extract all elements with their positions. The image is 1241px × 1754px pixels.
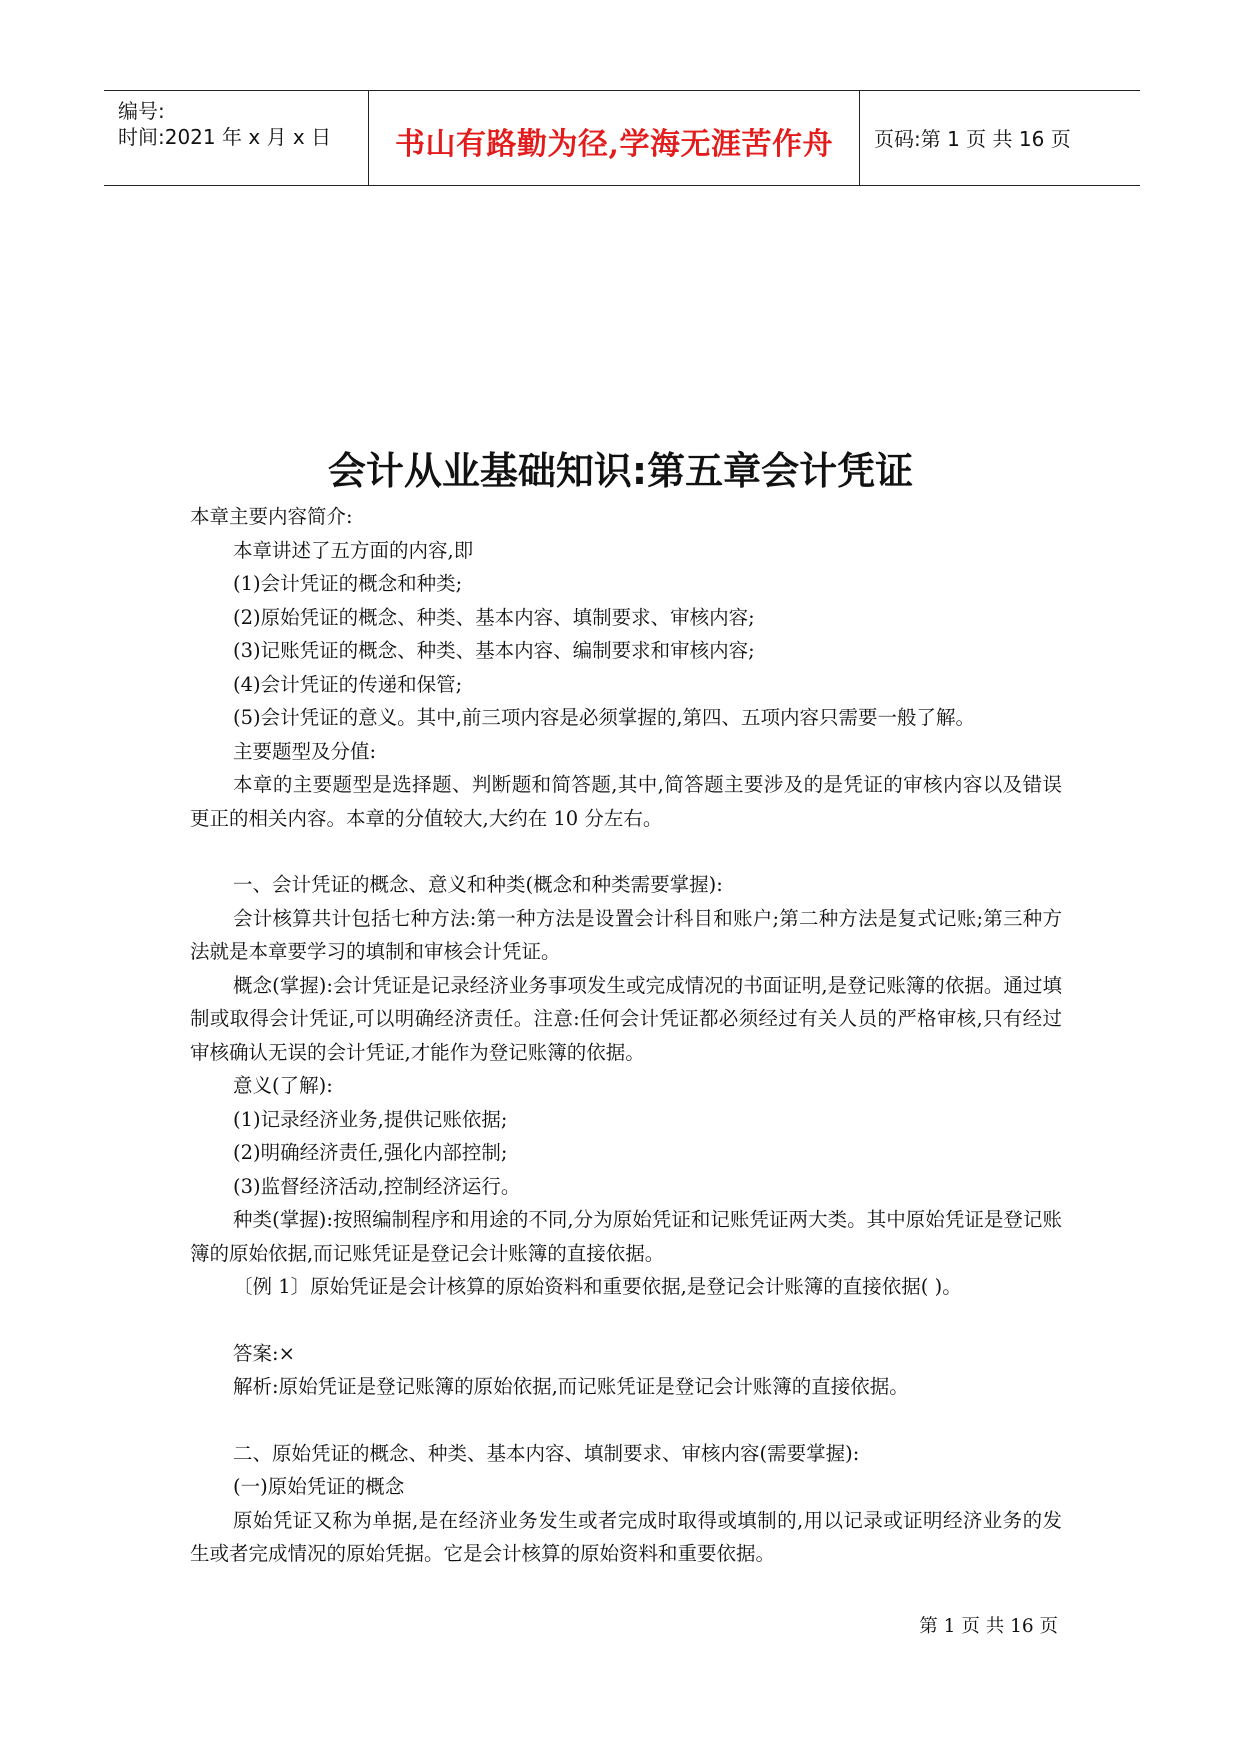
example-explanation: 解析:原始凭证是登记账簿的原始依据,而记账凭证是登记会计账簿的直接依据。 xyxy=(233,1375,909,1398)
paragraph: 本章的主要题型是选择题、判断题和简答题,其中,简答题主要涉及的是凭证的审核内容以及错误更正的相关内容。本章的分值较大,大约在 10 分左右。 xyxy=(190,773,1062,830)
header-center-cell xyxy=(368,91,860,185)
paragraph: 种类(掌握):按照编制程序和用途的不同,分为原始凭证和记账凭证两大类。其中原始凭证是登记账簿的原始依据,而记账凭证是登记会计账簿的直接依据。 xyxy=(190,1208,1062,1265)
paragraph: (1)记录经济业务,提供记账依据; xyxy=(233,1107,508,1131)
paragraph: 会计核算共计包括七种方法:第一种方法是设置会计科目和账户;第二种方法是复式记账;第三种方法就是本章要学习的填制和审核会计凭证。 xyxy=(190,906,1062,963)
section-heading: 二、原始凭证的概念、种类、基本内容、填制要求、审核内容(需要掌握): xyxy=(233,1441,860,1465)
paragraph: 意义(了解): xyxy=(233,1074,333,1097)
paragraph: (3)记账凭证的概念、种类、基本内容、编制要求和审核内容; xyxy=(233,639,755,662)
page-footer: 第 1 页 共 16 页 xyxy=(919,1616,1058,1637)
document-title: 会计从业基础知识:第五章会计凭证 xyxy=(327,449,914,493)
paragraph: 本章讲述了五方面的内容,即 xyxy=(233,538,474,562)
header-left-cell xyxy=(104,91,368,185)
document-time-label: 时间:2021 年 x 月 x 日 xyxy=(118,125,332,149)
section-heading: 一、会计凭证的概念、意义和种类(概念和种类需要掌握): xyxy=(233,873,723,896)
paragraph: (4)会计凭证的传递和保管; xyxy=(233,672,463,696)
paragraph: (5)会计凭证的意义。其中,前三项内容是必须掌握的,第四、五项内容只需要一般了解。 xyxy=(233,706,976,729)
paragraph: (2)明确经济责任,强化内部控制; xyxy=(233,1141,508,1164)
header-page-label: 页码:第 1 页 共 16 页 xyxy=(874,127,1071,151)
paragraph: (3)监督经济活动,控制经济运行。 xyxy=(233,1174,521,1198)
paragraph: 概念(掌握):会计凭证是记录经济业务事项发生或完成情况的书面证明,是登记账簿的依据。通过填制或取得会计凭证,可以明确经济责任。注意:任何会计凭证都必须经过有关人员的严格审核,只有经过审核确认无误的会计凭证,才能作为登记账簿的依据。 xyxy=(190,973,1062,1064)
paragraph: (2)原始凭证的概念、种类、基本内容、填制要求、审核内容; xyxy=(233,605,755,629)
page-header xyxy=(104,90,1140,186)
paragraph: (1)会计凭证的概念和种类; xyxy=(233,572,463,595)
document-number-label: 编号: xyxy=(118,99,165,123)
document-body xyxy=(190,500,1062,1571)
paragraph: 原始凭证又称为单据,是在经济业务发生或者完成时取得或填制的,用以记录或证明经济业务的发生或者完成情况的原始凭据。它是会计核算的原始资料和重要依据。 xyxy=(190,1508,1062,1565)
example-question: 〔例 1〕原始凭证是会计核算的原始资料和重要依据,是登记会计账簿的直接依据( )。 xyxy=(233,1275,962,1298)
subsection-heading: (一)原始凭证的概念 xyxy=(233,1475,405,1498)
header-right-cell xyxy=(860,91,1140,185)
header-motto: 书山有路勤为径,学海无涯苦作舟 xyxy=(395,127,833,162)
example-answer: 答案:× xyxy=(233,1341,295,1365)
paragraph: 本章主要内容简介: xyxy=(190,505,353,528)
paragraph: 主要题型及分值: xyxy=(233,739,377,763)
